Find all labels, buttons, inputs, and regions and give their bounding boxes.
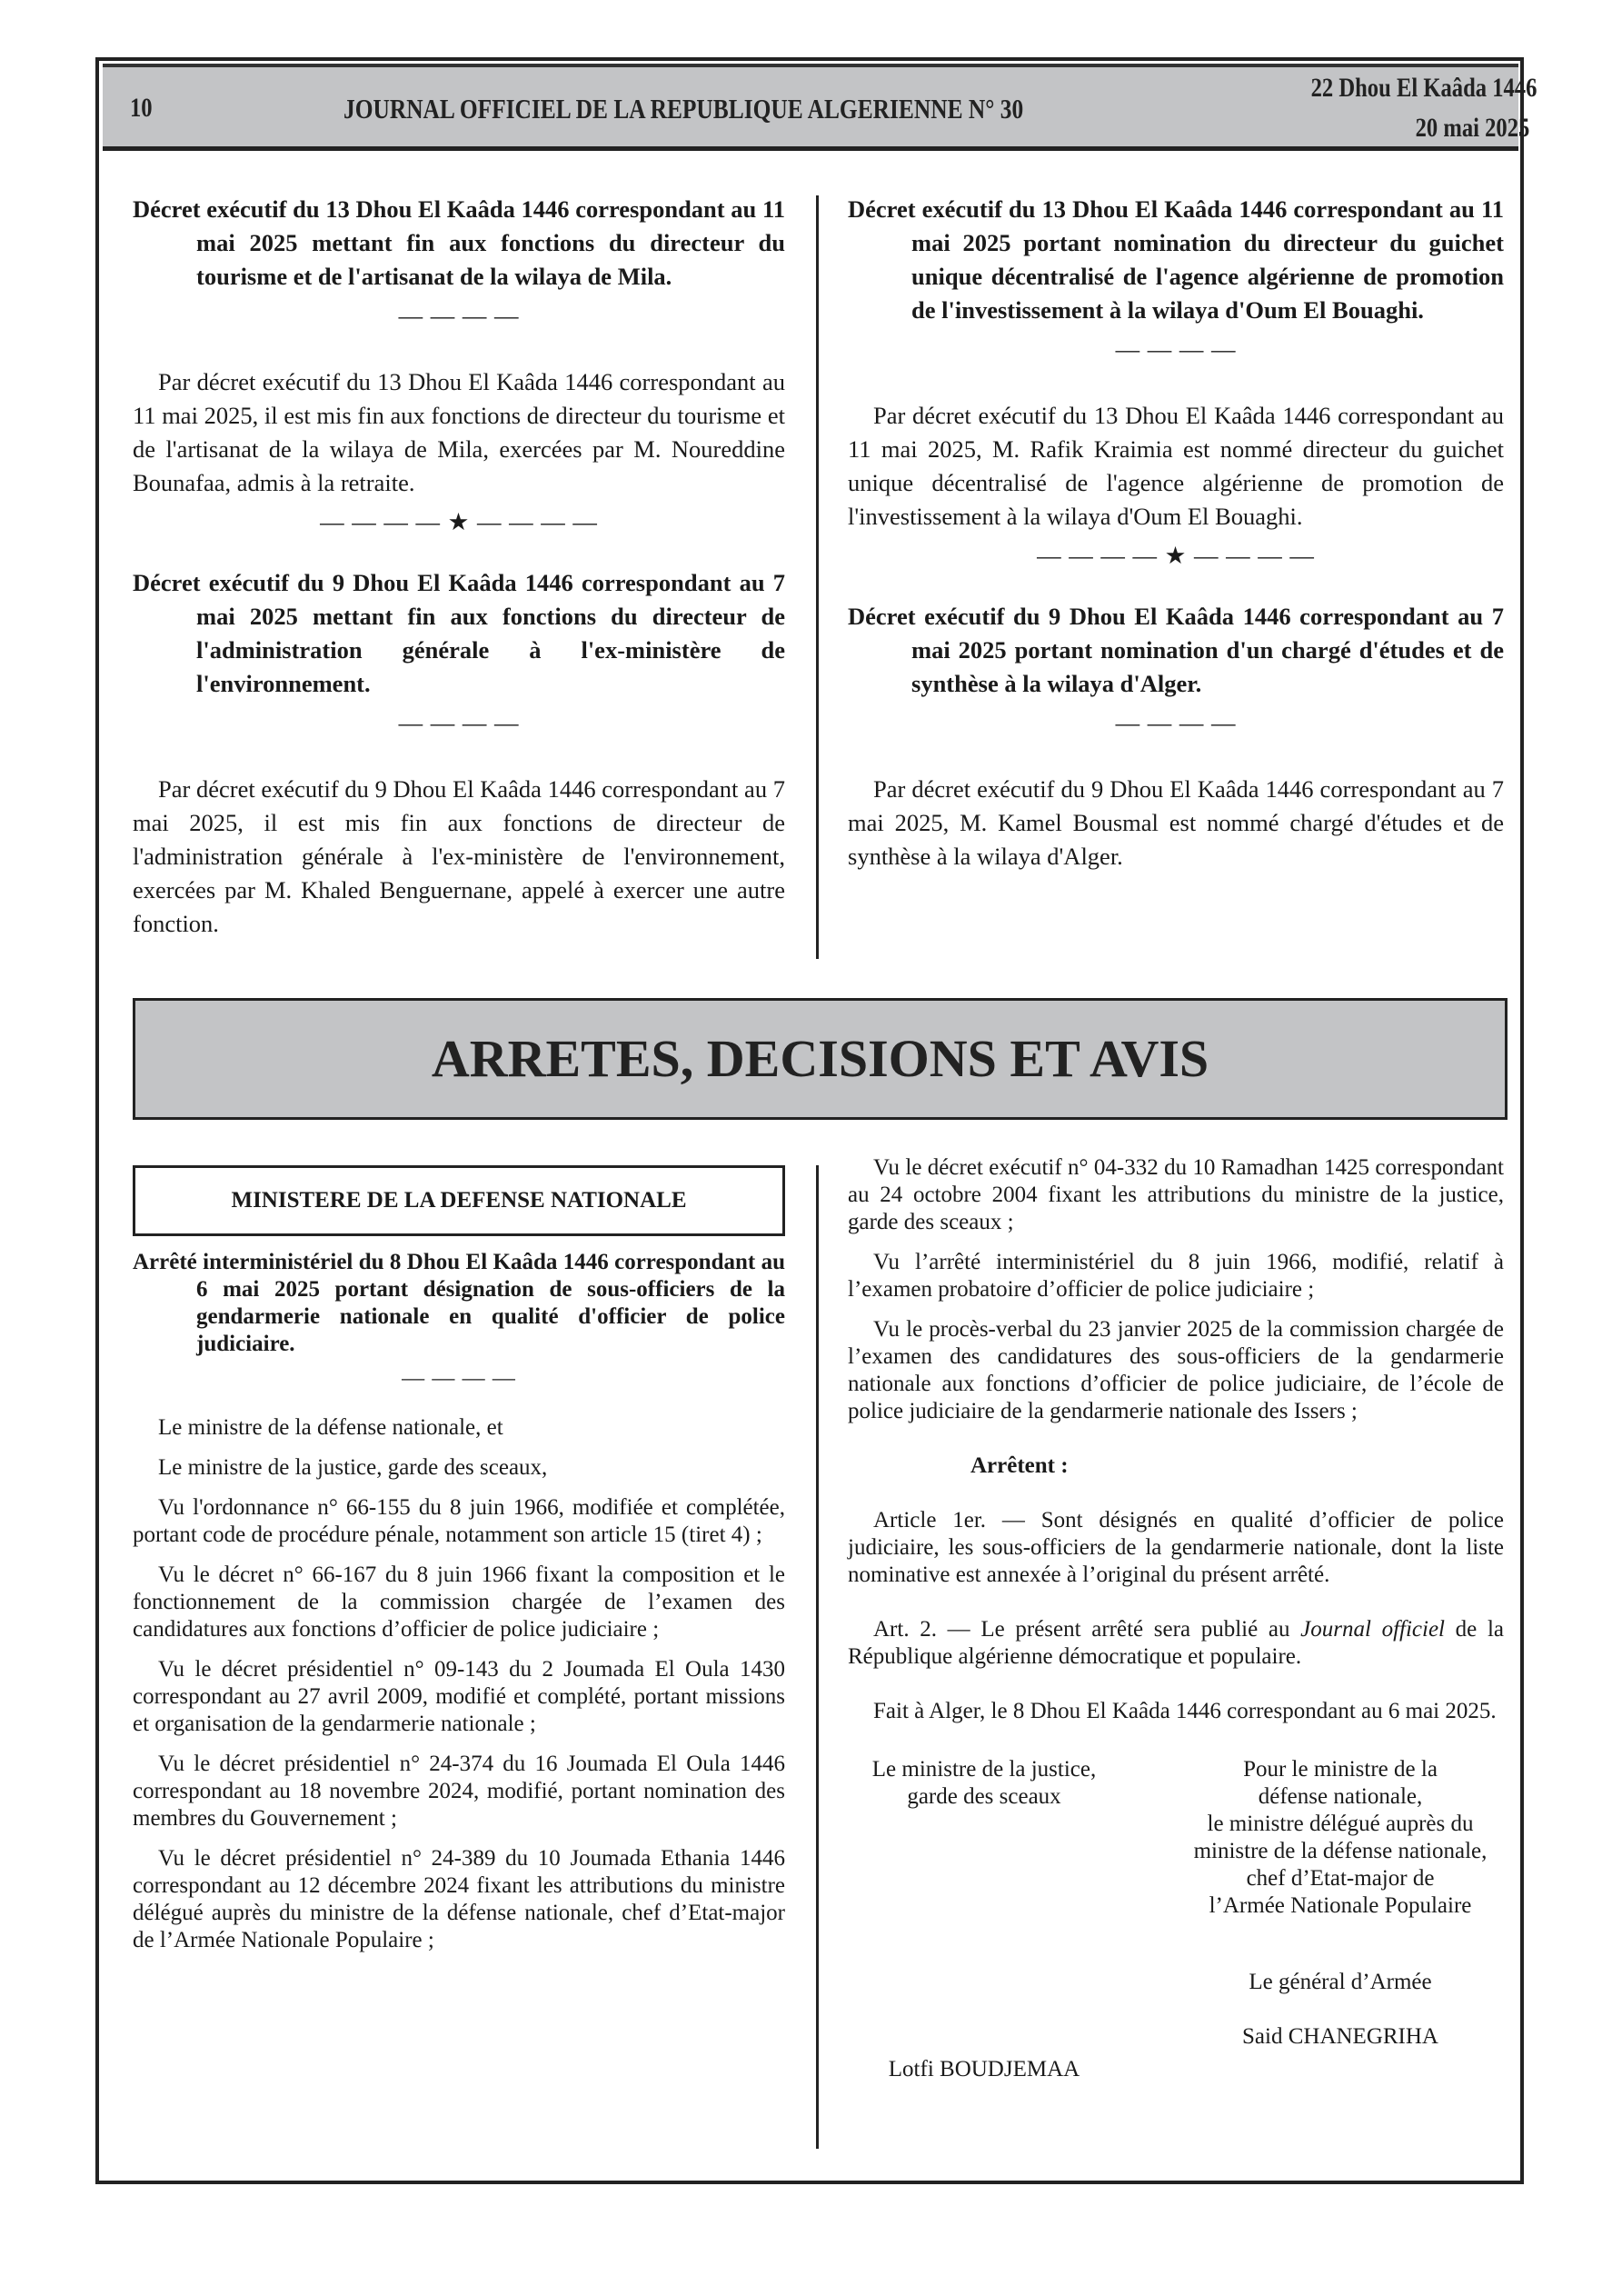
paragraph: Fait à Alger, le 8 Dhou El Kaâda 1446 correspondant au 6 mai 2025. [873,1699,1497,1723]
paragraph: Le ministre de la défense nationale, et [158,1415,503,1440]
decree-heading: Décret exécutif du 9 Dhou El Kaâda 1446 correspondant au 7 mai 2025 portant nomination d'un chargé d'études et de synthèse à la wilaya d'Alger. [848,603,1504,697]
bottom-left-column [133,1165,785,1954]
journal-header [103,64,1537,151]
ministry-box: MINISTERE DE LA DEFENSE NATIONALE [133,1165,785,1236]
text: Art. 2. — Le présent arrêté sera publié au [873,1617,1301,1642]
separator: — — — — [1115,335,1237,363]
paragraph: Vu le décret présidentiel n° 24-374 du 16 Joumada El Oula 1446 correspondant au 18 novembre 2024, modifié, portant nomination des membres du Gouvernement ; [133,1752,785,1831]
paragraph: Article 1er. — Sont désignés en qualité d’officier de police judiciaire, les sous-officiers de la gendarmerie nationale, dont la liste nominative est annexée à l’original du présent arrêté. [848,1508,1504,1587]
text: de la République algérienne démocratique et populaire. [848,1617,1504,1669]
gregorian-date: 20 mai 2025 [1415,113,1529,143]
bottom-right-column [848,1154,1504,2111]
top-left-column [133,193,785,941]
paragraph: Vu l'ordonnance n° 66-155 du 8 juin 1966, modifiée et complétée, portant code de procédure pénale, notamment son article 15 (tiret 4) ; [133,1495,785,1547]
separator: — — — — [1115,709,1237,736]
paragraph: Par décret exécutif du 13 Dhou El Kaâda 1446 correspondant au 11 mai 2025, il est mis fin aux fonctions de directeur du tourisme et de l'artisanat de la wilaya de Mila, exercées par M. Noureddine Bounafaa, admis à la retraite. [133,368,785,496]
journal-name: Journal officiel [1300,1617,1446,1642]
paragraph: Vu le procès-verbal du 23 janvier 2025 de la commission chargée de l’examen des candidatures des sous-officiers de la gendarmerie nationale aux fonctions d’officier de police judiciaire, de l’école de police judiciaire de la gendarmerie nationale des Issers ; [848,1317,1504,1423]
column-divider [816,195,819,959]
journal-title: JOURNAL OFFICIEL DE LA REPUBLIQUE ALGERIENNE N° 30 [343,93,1024,125]
signature-left [848,1729,1120,2111]
signature-right-title: Pour le ministre de la défense nationale, le ministre délégué auprès du ministre de la défense nationale, chef d’Etat-major de l’Armée Nationale Populaire [1193,1757,1488,1918]
signature-left-title: Le ministre de la justice, garde des sceaux [871,1757,1097,1809]
paragraph: Vu le décret n° 66-167 du 8 juin 1966 fixant la composition et le fonctionnement de la commission chargée de l’examen des candidatures aux fonctions d’officier de police judiciaire ; [133,1562,785,1642]
star-separator: — — — — ★ — — — — [320,508,598,535]
paragraph: Le ministre de la justice, garde des sceaux, [158,1455,548,1480]
paragraph: Vu le décret présidentiel n° 24-389 du 10 Joumada Ethania 1446 correspondant au 12 décembre 2024 fixant les attributions du ministre délégué auprès du ministre de la défense nationale, chef d’Etat-major de l’Armée Nationale Populaire ; [133,1846,785,1952]
signature-left-name: Lotfi BOUDJEMAA [888,2057,1080,2081]
article-paragraph [848,1616,1504,1671]
hijri-date: 22 Dhou El Kaâda 1446 [1310,73,1537,103]
decree-heading: Arrêté interministériel du 8 Dhou El Kaâda 1446 correspondant au 6 mai 2025 portant désignation de sous-officiers de la gendarmerie nationale en qualité d'officier de police judiciaire. [133,1250,785,1356]
paragraph: Par décret exécutif du 9 Dhou El Kaâda 1446 correspondant au 7 mai 2025, M. Kamel Bousmal est nommé chargé d'études et de synthèse à la wilaya d'Alger. [848,775,1504,870]
signatures [848,1729,1504,2111]
star-separator: — — — — ★ — — — — [1037,542,1315,569]
decree-heading: Décret exécutif du 13 Dhou El Kaâda 1446 correspondant au 11 mai 2025 portant nomination du directeur du guichet unique décentralisé de l'agence algérienne de promotion de l'investissement à la wilaya d'Oum El Bouaghi. [848,195,1504,324]
paragraph: Vu le décret exécutif n° 04-332 du 10 Ramadhan 1425 correspondant au 24 octobre 2004 fixant les attributions du ministre de la justice, garde des sceaux ; [848,1155,1504,1234]
decree-heading: Décret exécutif du 9 Dhou El Kaâda 1446 correspondant au 7 mai 2025 mettant fin aux fonctions du directeur de l'administration générale à l'ex-ministère de l'environnement. [133,569,785,697]
signature-right-name: Said CHANEGRIHA [1242,2024,1438,2049]
arretent-label: Arrêtent : [970,1453,1069,1478]
decree-heading: Décret exécutif du 13 Dhou El Kaâda 1446 correspondant au 11 mai 2025 mettant fin aux fonctions du directeur du tourisme et de l'artisanat de la wilaya de Mila. [133,195,785,290]
paragraph: Par décret exécutif du 9 Dhou El Kaâda 1446 correspondant au 7 mai 2025, il est mis fin aux fonctions de directeur de l'administration générale à l'ex-ministère de l'environnement, exercées par M. Khaled Benguernane, appelé à exercer une autre fonction. [133,775,785,937]
signature-right-rank: Le général d’Armée [1249,1970,1432,1994]
separator: — — — — [398,709,520,736]
page-number: 10 [130,93,153,123]
paragraph: Vu le décret présidentiel n° 09-143 du 2 Joumada El Oula 1430 correspondant au 27 avril 2009, modifié et complété, portant missions et organisation de la gendarmerie nationale ; [133,1657,785,1736]
section-title: ARRETES, DECISIONS ET AVIS [133,998,1508,1120]
paragraph: Vu l’arrêté interministériel du 8 juin 1966, modifié, relatif à l’examen probatoire d’officier de police judiciaire ; [848,1250,1504,1302]
separator: — — — — [398,302,520,329]
column-divider [816,1165,819,2149]
top-right-column [848,193,1504,873]
paragraph: Par décret exécutif du 13 Dhou El Kaâda 1446 correspondant au 11 mai 2025, M. Rafik Kraimia est nommé directeur du guichet unique décentralisé de l'agence algérienne de promotion de l'investissement à la wilaya d'Oum El Bouaghi. [848,402,1504,530]
signature-right [1177,1729,1504,2111]
separator: — — — — [402,1366,516,1391]
